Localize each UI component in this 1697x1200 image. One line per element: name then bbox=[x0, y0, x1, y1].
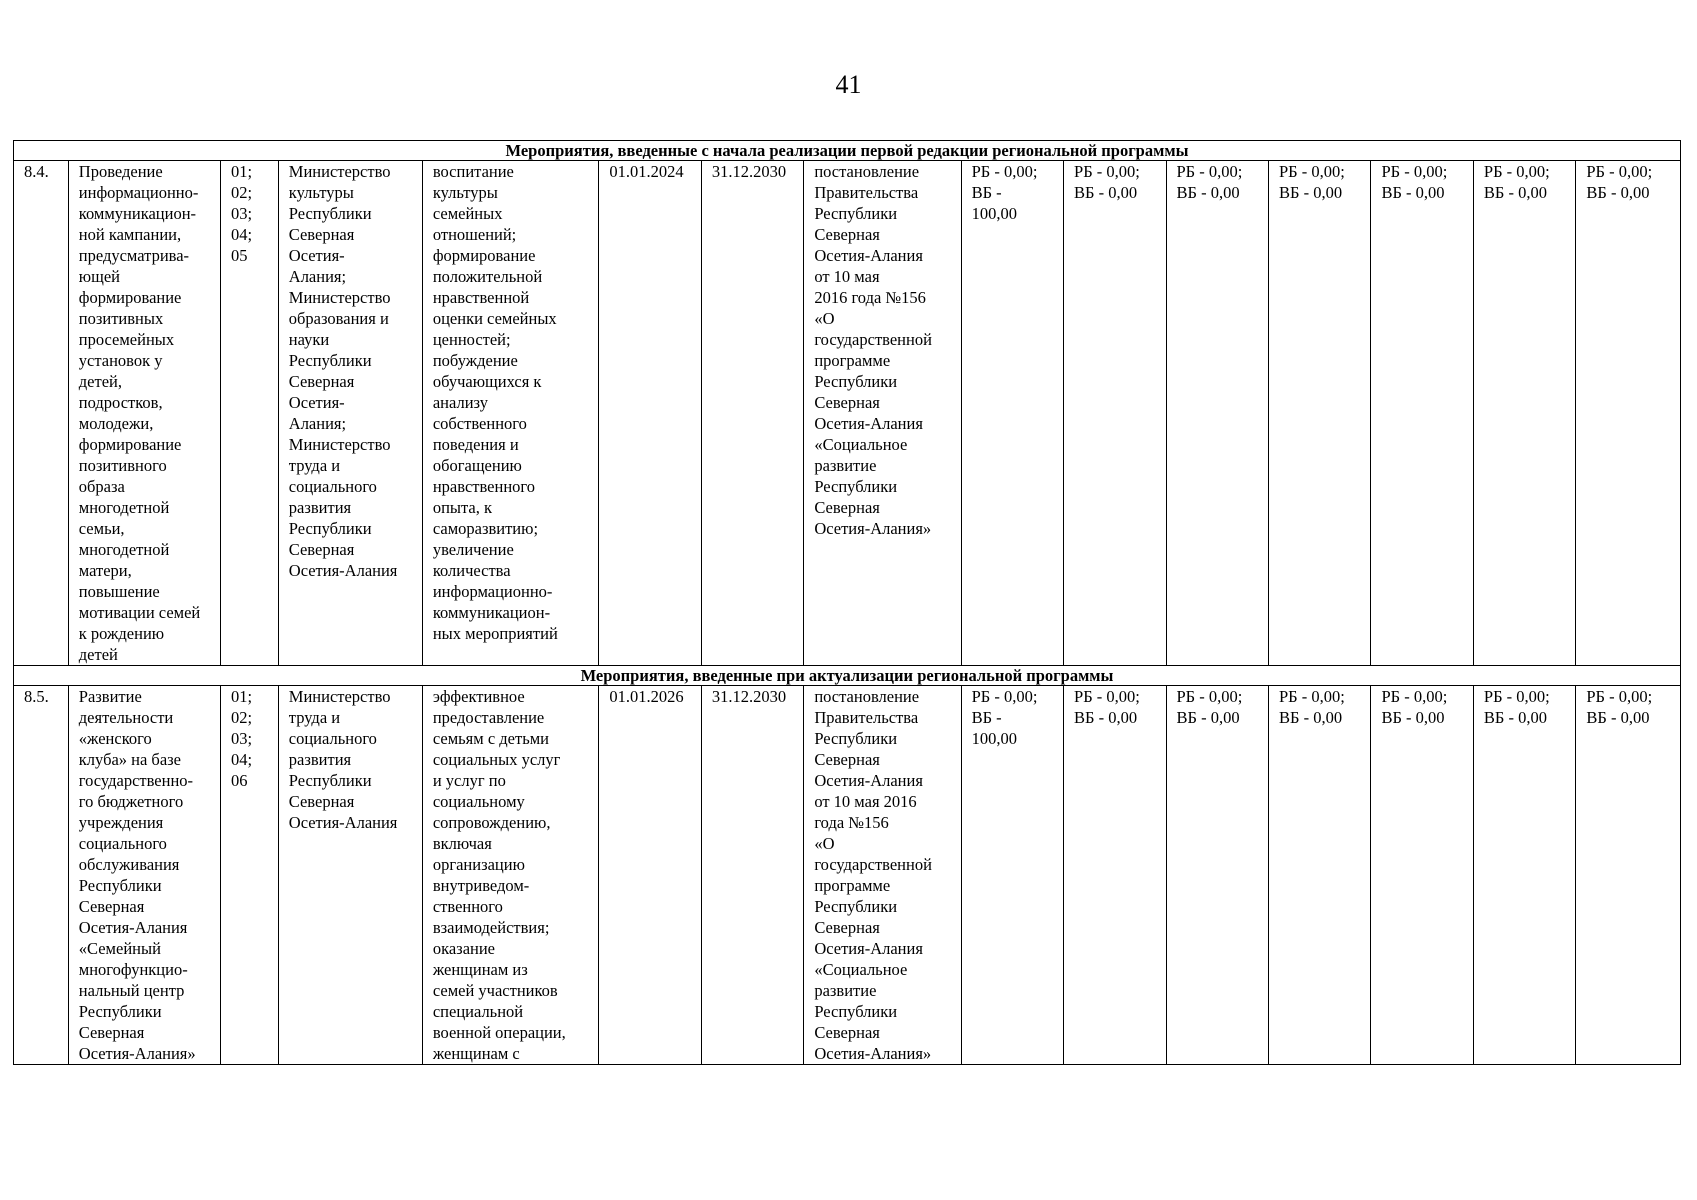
start-date: 01.01.2026 bbox=[599, 686, 701, 1065]
funding-cell: РБ - 0,00; ВБ - 0,00 bbox=[1166, 686, 1268, 1065]
funding-cell: РБ - 0,00; ВБ - 0,00 bbox=[1064, 161, 1166, 666]
funding-cell: РБ - 0,00; ВБ - 0,00 bbox=[1166, 161, 1268, 666]
funding-cell: РБ - 0,00; ВБ - 0,00 bbox=[1371, 161, 1473, 666]
goal-codes: 01; 02; 03; 04; 06 bbox=[220, 686, 278, 1065]
funding-cell: РБ - 0,00; ВБ - 100,00 bbox=[961, 686, 1063, 1065]
table-row bbox=[14, 161, 1681, 666]
responsible-executor: Министерство труда и социального развития Республики Северная Осетия-Алания bbox=[278, 686, 422, 1065]
row-number: 8.5. bbox=[14, 686, 69, 1065]
funding-cell: РБ - 0,00; ВБ - 0,00 bbox=[1576, 161, 1681, 666]
measure-name: Развитие деятельности «женского клуба» на базе государственно- го бюджетного учреждения социального обслуживания Республики Северная Осетия-Алания «Семейный многофункцио- нальный центр Республики Северная Осетия-Алания» bbox=[68, 686, 220, 1065]
start-date: 01.01.2024 bbox=[599, 161, 701, 666]
funding-cell: РБ - 0,00; ВБ - 0,00 bbox=[1064, 686, 1166, 1065]
responsible-executor: Министерство культуры Республики Северная Осетия- Алания; Министерство образования и науки Республики Северная Осетия- Алания; Министерство труда и социального развития Республики Северная Осетия-Алания bbox=[278, 161, 422, 666]
funding-cell: РБ - 0,00; ВБ - 0,00 bbox=[1268, 161, 1370, 666]
expected-result: эффективное предоставление семьям с детьми социальных услуг и услуг по социальному сопровождению, включая организацию внутриведом- ственного взаимодействия; оказание женщинам из семей участников специальной военной операции, женщинам с bbox=[422, 686, 599, 1065]
measure-name: Проведение информационно- коммуникацион- ной кампании, предусматрива- ющей формирование позитивных просемейных установок у детей, подростков, молодежи, формирование позитивного образа многодетной семьи, многодетной матери, повышение мотивации семей к рождению детей bbox=[68, 161, 220, 666]
legal-basis: постановление Правительства Республики Северная Осетия-Алания от 10 мая 2016 года №156 «О государственной программе Республики Северная Осетия-Алания «Социальное развитие Республики Северная Осетия-Алания» bbox=[804, 161, 961, 666]
funding-cell: РБ - 0,00; ВБ - 0,00 bbox=[1371, 686, 1473, 1065]
funding-cell: РБ - 0,00; ВБ - 0,00 bbox=[1268, 686, 1370, 1065]
table-row bbox=[14, 686, 1681, 1065]
legal-basis: постановление Правительства Республики Северная Осетия-Алания от 10 мая 2016 года №156 «О государственной программе Республики Северная Осетия-Алания «Социальное развитие Республики Северная Осетия-Алания» bbox=[804, 686, 961, 1065]
end-date: 31.12.2030 bbox=[701, 161, 803, 666]
section-title: Мероприятия, введенные с начала реализации первой редакции региональной программы bbox=[14, 141, 1681, 161]
funding-cell: РБ - 0,00; ВБ - 0,00 bbox=[1576, 686, 1681, 1065]
section-header-actualization bbox=[14, 666, 1681, 686]
goal-codes: 01; 02; 03; 04; 05 bbox=[220, 161, 278, 666]
funding-cell: РБ - 0,00; ВБ - 100,00 bbox=[961, 161, 1063, 666]
page-number: 41 bbox=[835, 70, 862, 99]
expected-result: воспитание культуры семейных отношений; формирование положительной нравственной оценки семейных ценностей; побуждение обучающихся к анализу собственного поведения и обогащению нравственного опыта, к саморазвитию; увеличение количества информационно- коммуникацион- ных мероприятий bbox=[422, 161, 599, 666]
end-date: 31.12.2030 bbox=[701, 686, 803, 1065]
section-title: Мероприятия, введенные при актуализации региональной программы bbox=[14, 666, 1681, 686]
row-number: 8.4. bbox=[14, 161, 69, 666]
funding-cell: РБ - 0,00; ВБ - 0,00 bbox=[1473, 686, 1575, 1065]
funding-cell: РБ - 0,00; ВБ - 0,00 bbox=[1473, 161, 1575, 666]
program-table bbox=[13, 140, 1681, 1065]
section-header-first-edition bbox=[14, 141, 1681, 161]
